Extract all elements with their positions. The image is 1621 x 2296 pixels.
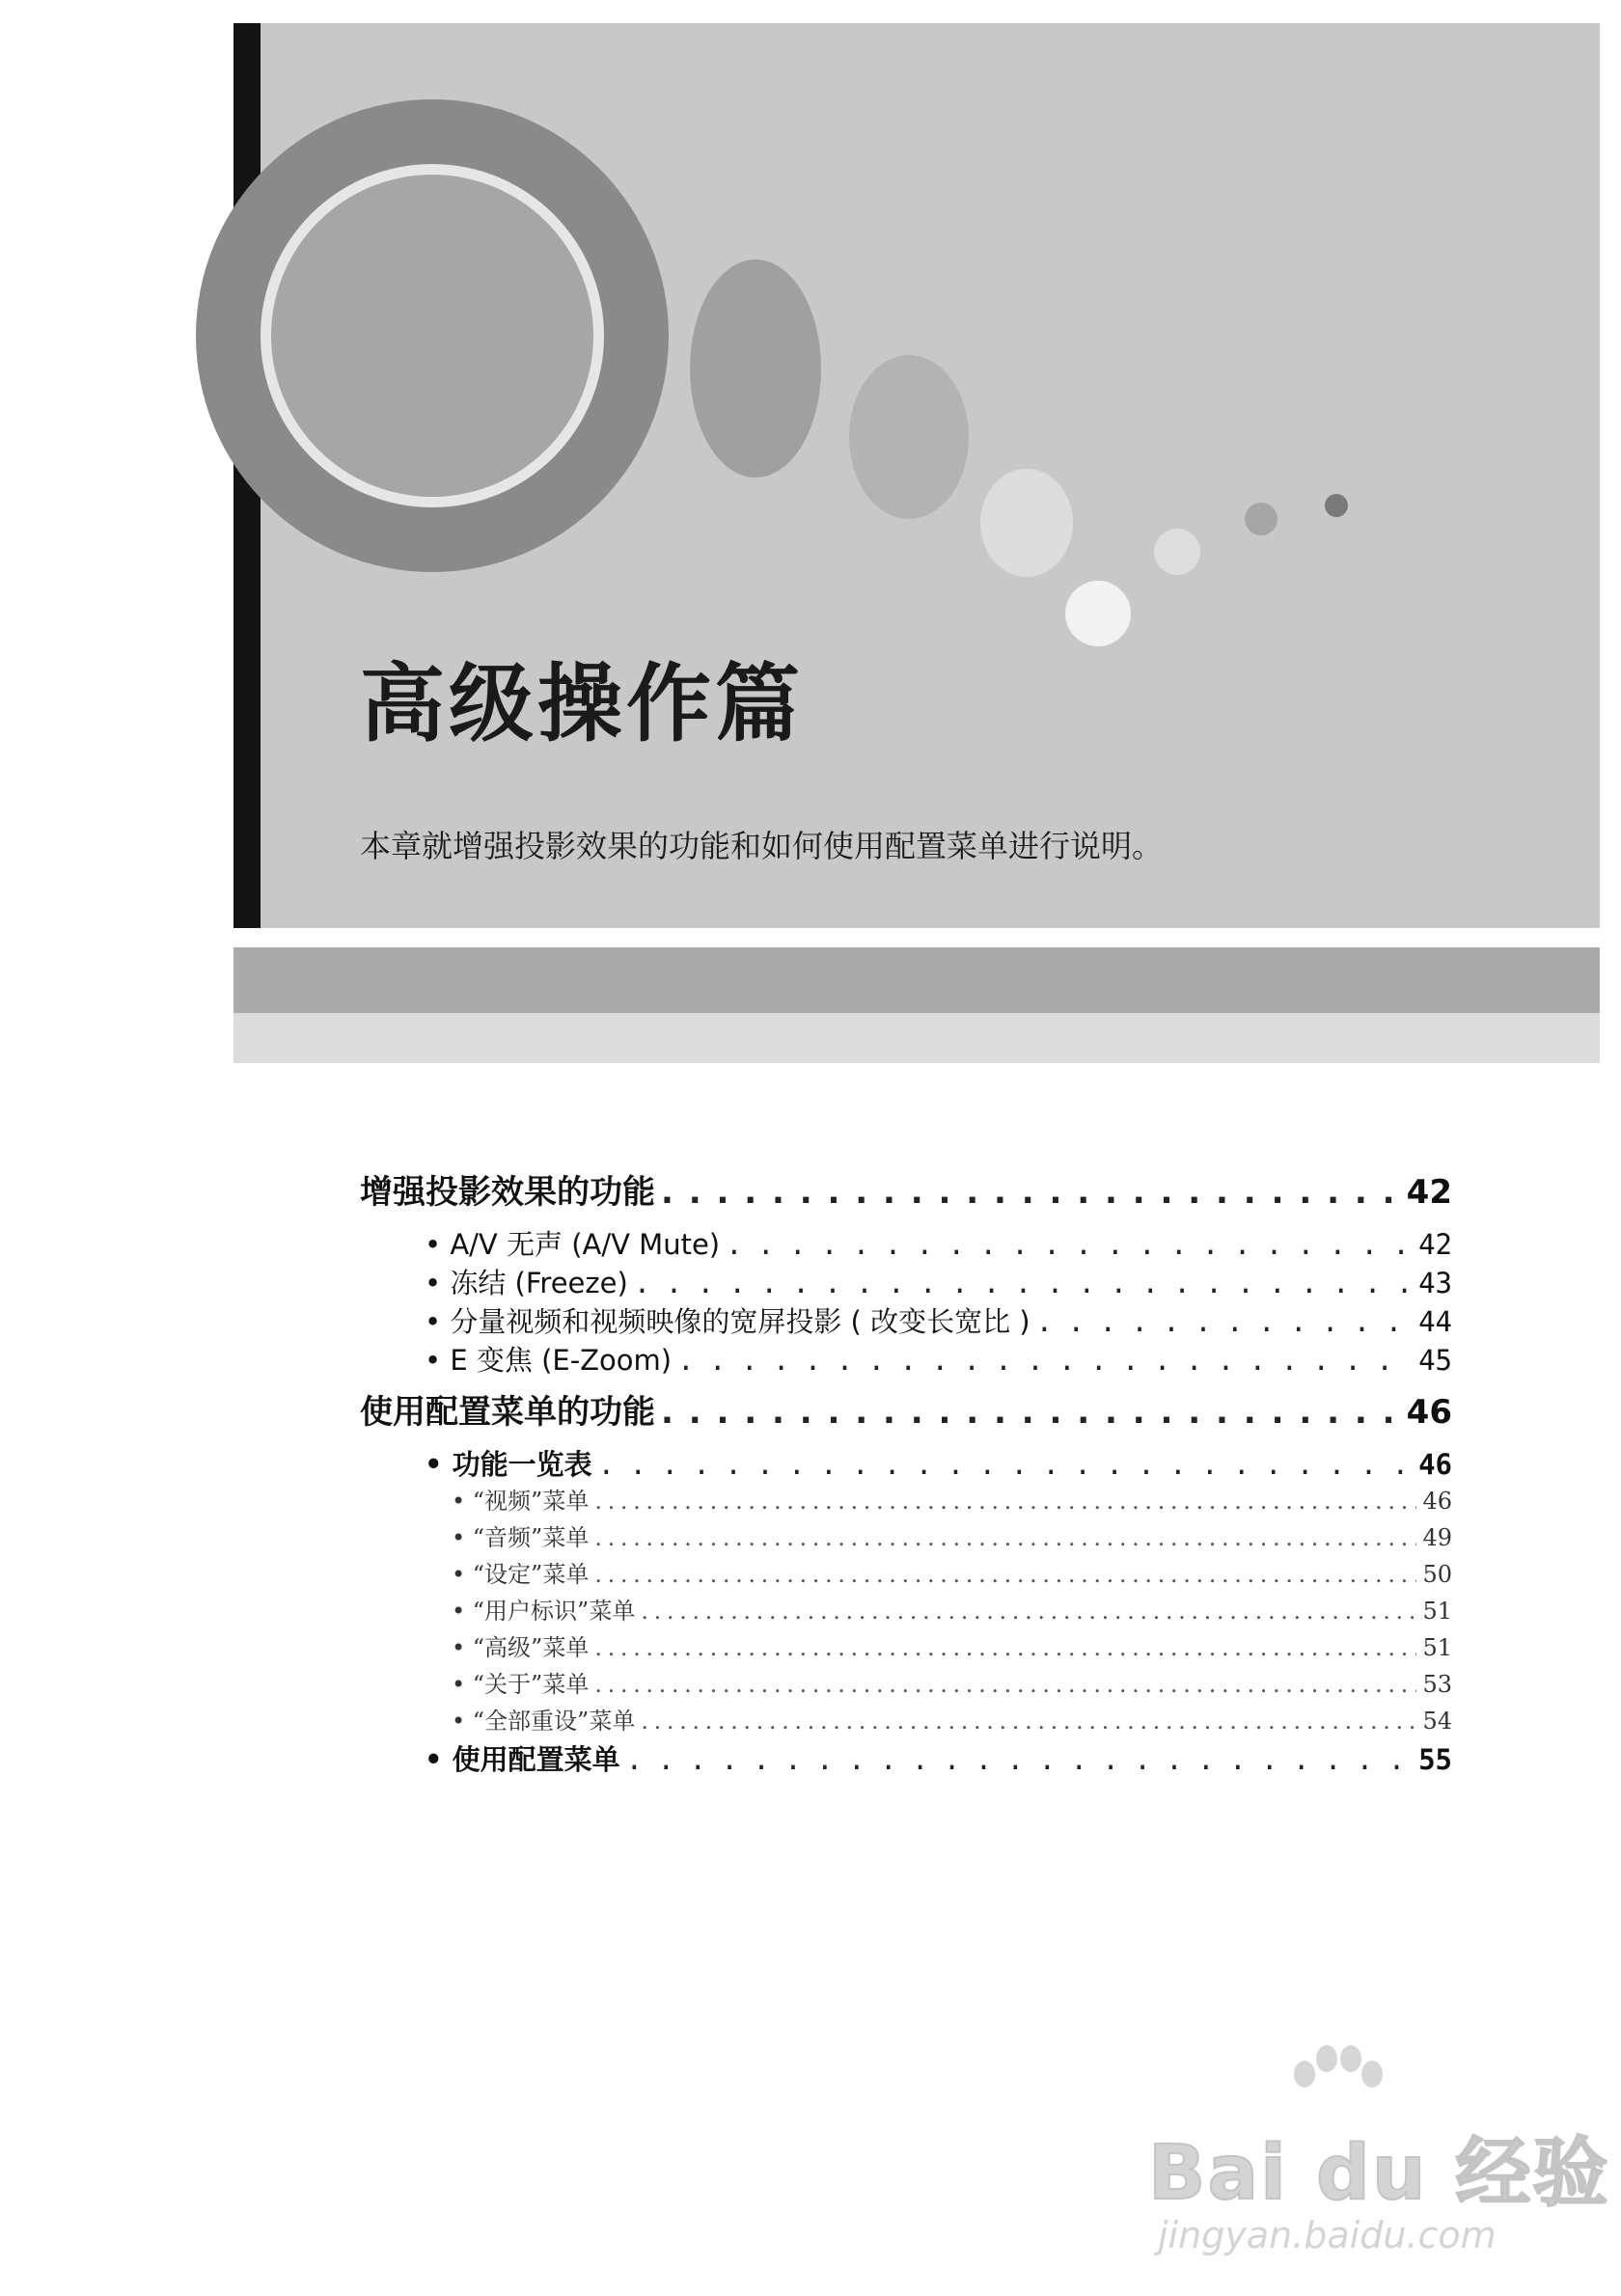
toc-section-heading[interactable] <box>360 1165 1452 1223</box>
toc-section-heading[interactable] <box>360 1385 1452 1443</box>
toc-page-number: 54 <box>1422 1708 1452 1735</box>
toc-entry-title: 增强投影效果的功能 <box>360 1173 655 1212</box>
toc-leader-dots <box>641 1598 1416 1625</box>
chapter-banner <box>234 23 1600 928</box>
toc-leader-dots <box>661 1393 1401 1432</box>
toc-leader-dots <box>594 1524 1416 1551</box>
toc-page-number: 46 <box>1406 1393 1452 1432</box>
toc-subentry[interactable] <box>360 1665 1452 1702</box>
toc-leader-dots <box>634 1267 1413 1299</box>
toc-leader-dots <box>677 1344 1413 1377</box>
toc-leader-dots <box>594 1561 1416 1588</box>
toc-subentry[interactable] <box>360 1628 1452 1665</box>
toc-page-number: 46 <box>1422 1488 1452 1515</box>
toc-page-number: 42 <box>1418 1228 1452 1261</box>
chapter-title: 高级操作篇 <box>360 654 805 753</box>
toc-page-number: 53 <box>1422 1671 1452 1698</box>
toc-leader-dots <box>594 1488 1416 1515</box>
toc-leader-dots <box>598 1448 1413 1481</box>
toc-entry[interactable] <box>360 1300 1452 1339</box>
toc-page-number: 50 <box>1422 1561 1452 1588</box>
toc-entry-title: 使用配置菜单的功能 <box>360 1393 655 1432</box>
toc-entry[interactable] <box>360 1223 1452 1262</box>
toc-entry-title: • “设定”菜单 <box>452 1561 590 1588</box>
toc-entry-title: • A/V 无声 (A/V Mute) <box>425 1228 721 1261</box>
toc-entry[interactable] <box>360 1339 1452 1378</box>
toc-entry-title: • “视频”菜单 <box>452 1488 590 1515</box>
toc-entry-title: • “全部重设”菜单 <box>452 1708 636 1735</box>
toc-entry-title: • “关于”菜单 <box>452 1671 590 1698</box>
toc-entry-title: • “高级”菜单 <box>452 1634 590 1661</box>
toc-page-number: 42 <box>1406 1173 1452 1212</box>
divider-band-dark <box>234 947 1600 1013</box>
toc-leader-dots <box>726 1228 1413 1261</box>
toc-entry[interactable] <box>360 1443 1452 1482</box>
toc-leader-dots <box>641 1708 1416 1735</box>
toc-page-number: 46 <box>1418 1448 1452 1481</box>
toc-subentry[interactable] <box>360 1518 1452 1555</box>
toc-subentry[interactable] <box>360 1555 1452 1592</box>
toc-entry-title: • “音频”菜单 <box>452 1524 590 1551</box>
table-of-contents <box>360 1165 1452 1777</box>
toc-entry-title: • E 变焦 (E-Zoom) <box>425 1344 673 1377</box>
toc-page-number: 45 <box>1418 1344 1452 1377</box>
watermark-logo-text: Bai du 经验 <box>1148 2130 1610 2217</box>
toc-page-number: 49 <box>1422 1524 1452 1551</box>
toc-page-number: 44 <box>1418 1305 1452 1338</box>
toc-entry-title: • “用户标识”菜单 <box>452 1598 636 1625</box>
toc-entry-title: • 使用配置菜单 <box>425 1743 620 1776</box>
toc-page-number: 55 <box>1418 1743 1452 1776</box>
toc-page-number: 51 <box>1422 1598 1452 1625</box>
toc-entry-title: • 分量视频和视频映像的宽屏投影 ( 改变长宽比 ) <box>425 1305 1030 1338</box>
toc-entry-title: • 冻结 (Freeze) <box>425 1267 628 1299</box>
watermark-url: jingyan.baidu.com <box>1158 2214 1497 2256</box>
toc-entry[interactable] <box>360 1262 1452 1300</box>
toc-leader-dots <box>1036 1305 1413 1338</box>
toc-leader-dots <box>626 1743 1413 1776</box>
baidu-jingyan-watermark <box>1139 2045 1610 2277</box>
toc-entry[interactable] <box>360 1738 1452 1777</box>
divider-band-light <box>234 1013 1600 1063</box>
chapter-description: 本章就增强投影效果的功能和如何使用配置菜单进行说明。 <box>360 828 1164 864</box>
toc-entry-title: • 功能一览表 <box>425 1448 592 1481</box>
toc-leader-dots <box>661 1173 1401 1212</box>
toc-subentry[interactable] <box>360 1702 1452 1738</box>
toc-subentry[interactable] <box>360 1482 1452 1518</box>
toc-subentry[interactable] <box>360 1592 1452 1628</box>
toc-leader-dots <box>594 1671 1416 1698</box>
toc-leader-dots <box>594 1634 1416 1661</box>
toc-page-number: 43 <box>1418 1267 1452 1299</box>
toc-page-number: 51 <box>1422 1634 1452 1661</box>
banner-edge-stripe <box>234 23 261 928</box>
